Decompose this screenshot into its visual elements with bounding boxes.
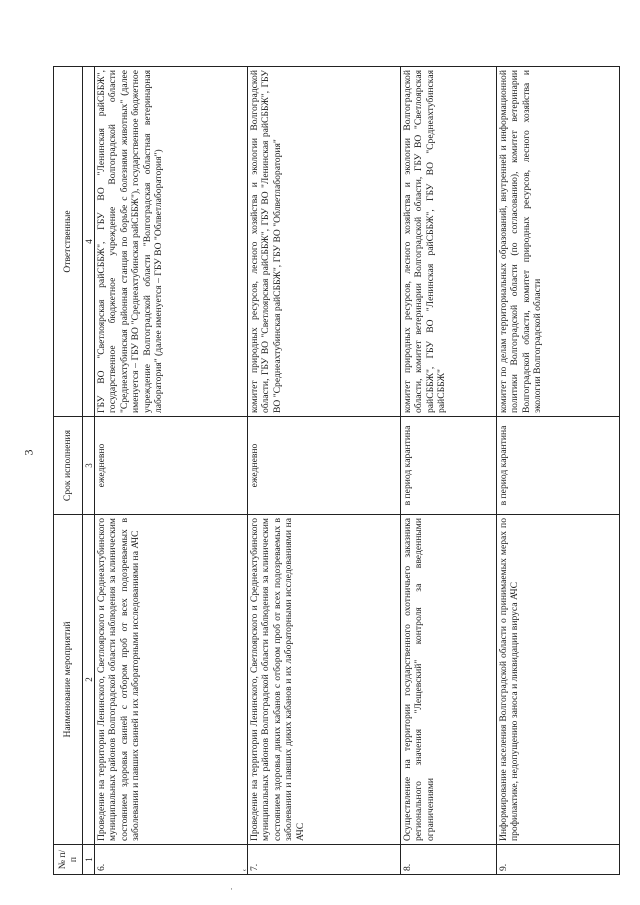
column-index: 1 — [83, 845, 95, 875]
row-number: 9. — [497, 845, 620, 875]
responsible-cell: комитет по делам территориальных образований, внутренней и информационной политики Волгоградской области (по согласованию), комитет ветеринарии Волгоградской области, комитет природных ресурсов, лесного хозяйства и экологии Волгоградской области — [497, 67, 620, 417]
row-number: 6. — [95, 845, 248, 875]
measures-table — [53, 66, 620, 875]
scan-speck: · — [230, 884, 233, 894]
column-index-row — [83, 67, 95, 875]
activity-cell: Осуществление на территории государственного охотничьего заказника регионального значения "Лещевский" контроля за введенными ограничениями — [401, 515, 497, 845]
table-header-row — [54, 67, 83, 875]
table-row — [401, 67, 497, 875]
measures-table-rotated — [53, 67, 623, 875]
activity-cell: Информирование населения Волгоградской области о принимаемых мерах по профилактике, недопущению заноса и ликвидации вируса АЧС — [497, 515, 620, 845]
deadline-cell: в период карантина — [401, 417, 497, 515]
row-number: 7. — [248, 845, 401, 875]
deadline-cell: в период карантина — [497, 417, 620, 515]
scan-speck: ˇ — [243, 868, 246, 878]
table-row — [497, 67, 620, 875]
column-index: 4 — [83, 67, 95, 417]
page-number: 3 — [21, 449, 36, 456]
row-number: 8. — [401, 845, 497, 875]
deadline-cell: ежедневно — [95, 417, 248, 515]
responsible-cell: комитет природных ресурсов, лесного хозяйства и экологии Волгоградской области, комитет ветеринарии Волгоградской области, ГБУ ВО "Светлоярская райСББЖ", ГБУ ВО "Ленинская райСББЖ", ГБУ ВО "Среднеахтубинская райСББЖ" — [401, 67, 497, 417]
column-index: 2 — [83, 515, 95, 845]
activity-cell: Проведение на территории Ленинского, Светлоярского и Среднеахтубинского муниципальных районов Волгоградской области наблюдения за клиническим состоянием здоровья свиней с отбором проб от всех подозреваемых в заболевании и павших свиней и их лабораторными исследованиями на АЧС — [95, 515, 248, 845]
table-row — [248, 67, 401, 875]
activity-cell: Проведение на территории Ленинского, Светлоярского и Среднеахтубинского муниципальных районов Волгоградской области наблюдения за клиническим состоянием здоровья диких кабанов с отбором проб от всех подозреваемых в заболевании и павших диких кабанов и их лабораторными исследованиями на АЧС — [248, 515, 401, 845]
responsible-cell: комитет природных ресурсов, лесного хозяйства и экологии Волгоградской области, ГБУ ВО "Светлоярская райСББЖ", ГБУ ВО "Ленинская райСББЖ", ГБУ ВО "Среднеахтубинская райСББЖ", ГБУ ВО "Облветлаборатория" — [248, 67, 401, 417]
responsible-cell: ГБУ ВО "Светлоярская райСББЖ", ГБУ ВО "Ленинская райСББЖ", государственное бюджетное учреждение Волгоградской области "Среднеахтубинская районная станция по борьбе с болезнями животных" (далее именуется – ГБУ ВО "Среднеахтубинская райСББЖ"), государственное бюджетное учреждение Волгоградской области "Волгоградская областная ветеринарная лаборатория" (далее именуется – ГБУ ВО "Облветлаборатория") — [95, 67, 248, 417]
deadline-cell: ежедневно — [248, 417, 401, 515]
header-deadline: Срок исполнения — [54, 417, 83, 515]
header-responsible: Ответственные — [54, 67, 83, 417]
header-number: № п/п — [54, 845, 83, 875]
column-index: 3 — [83, 417, 95, 515]
header-activity: Наименование мероприятий — [54, 515, 83, 845]
table-row — [95, 67, 248, 875]
